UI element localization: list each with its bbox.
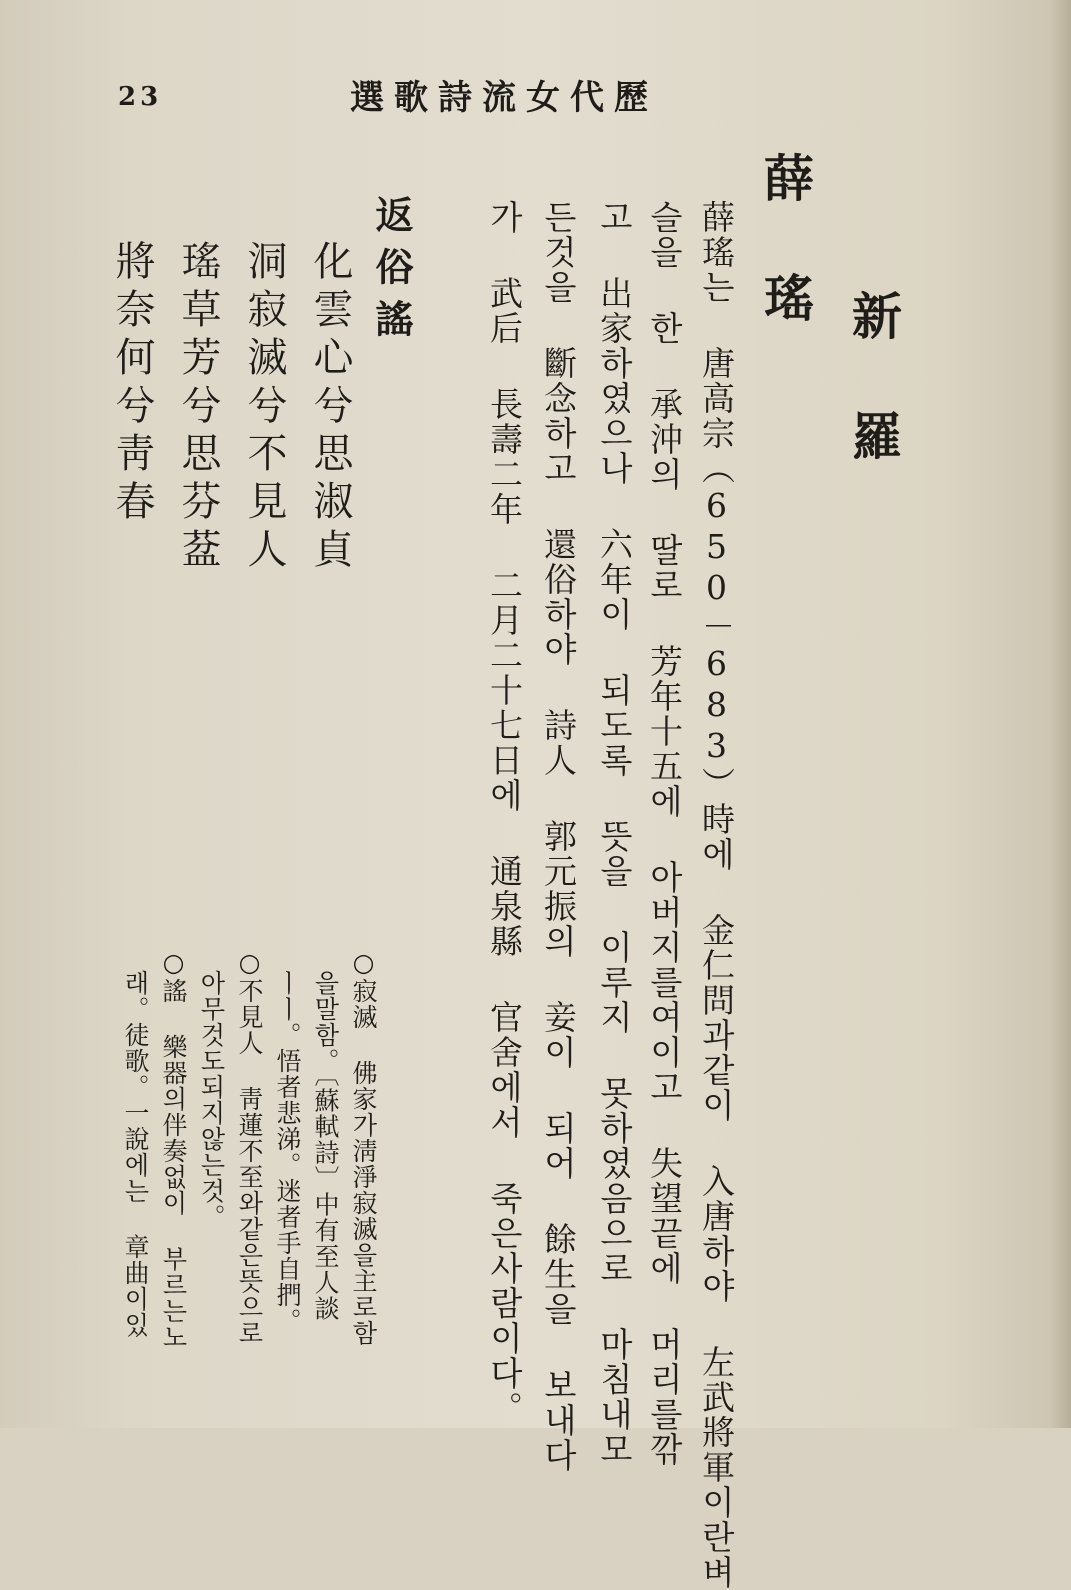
note-line: ○謠 樂器의伴奏없이 부르는노	[159, 948, 188, 1350]
biography-line: 든것을 斷念하고 還俗하야 詩人 郭元振의 妾이 되어 餘生을 보내다	[539, 200, 578, 1473]
note-line: 아무것도되지않는것。	[197, 970, 226, 1230]
note-line: ㅣㅣ。悟者悲涕。迷者手自捫。	[273, 970, 302, 1334]
note-line: 을말함。〔蘇軾詩〕中有至人談	[311, 970, 340, 1322]
page-edge	[1049, 0, 1071, 1428]
page-number: 23	[118, 82, 163, 112]
poem-line: 瑤草芳兮思芬葐	[175, 240, 221, 576]
poem-line: 洞寂滅兮不見人	[241, 240, 287, 576]
biography-line: 가 武后 長壽二年 二月二十七日에 通泉縣 官舍에서 죽은사람이다。	[485, 200, 524, 1426]
biography-line: 슬을 한 承沖의 딸로 芳年十五에 아버지를여이고 失望끝에 머리를깎	[645, 200, 684, 1467]
note-line: ○不見人 靑蓮不至와같은뜻으로	[235, 948, 264, 1346]
poem-title: 返俗謠	[369, 195, 414, 351]
biography-line: 고 出家하였으나 六年이 되도록 뜻을 이루지 못하였음으로 마침내모	[595, 200, 634, 1467]
running-title: 選歌詩流女代歷	[350, 78, 658, 118]
note-line: ○寂滅 佛家가淸淨寂滅을主로함	[349, 948, 378, 1346]
note-line: 래。徒歌。一說에는 章曲이있	[121, 970, 150, 1338]
biography-line: 薛瑤는 唐高宗（650－683）時에 金仁問과같이 入唐하야 左武將軍이란벼	[697, 200, 736, 1590]
section-title: 新羅	[844, 290, 903, 530]
poet-name: 薛瑤	[756, 152, 815, 392]
poem-line: 將奈何兮靑春	[109, 240, 155, 528]
poem-line: 化雲心兮思淑貞	[307, 240, 353, 576]
